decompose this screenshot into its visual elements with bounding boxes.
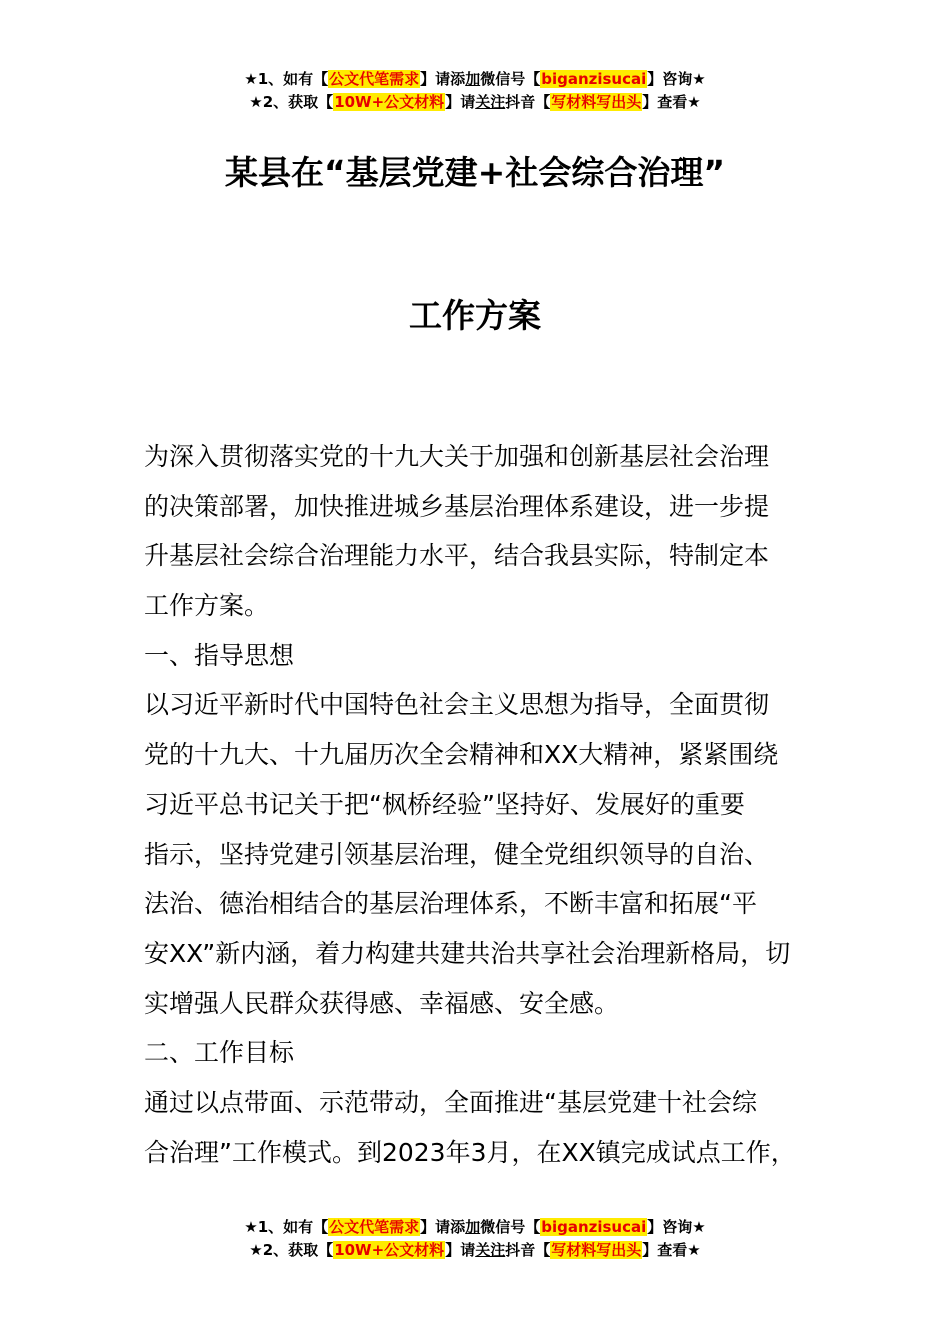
body-line: 的决策部署，加快推进城乡基层治理体系建设，进一步提: [144, 491, 770, 521]
banner-line-1: [0, 1216, 950, 1239]
banner-highlight: biganzisucai: [541, 70, 647, 88]
banner-text: ★1、如有【: [244, 70, 329, 88]
banner-text: 微信号【: [480, 70, 541, 88]
banner-text: 】查看★: [642, 1241, 701, 1259]
banner-text: ★1、如有【: [244, 1218, 329, 1236]
body-line: 合治理”工作模式。到2023年3月，在XX镇完成试点工作，: [144, 1137, 796, 1167]
banner-text: ★2、获取【: [249, 93, 334, 111]
banner-highlight: 10W+公文材料: [334, 93, 445, 111]
banner-emphasis: 加: [465, 70, 481, 88]
banner-highlight: 10W+公文材料: [334, 1241, 445, 1259]
banner-text: 】请: [445, 93, 476, 111]
body-line: 为深入贯彻落实党的十九大关于加强和创新基层社会治理: [144, 442, 770, 471]
body-line: 习近平总书记关于把“枫桥经验”坚持好、发展好的重要: [144, 789, 745, 819]
banner-line-2: [0, 1239, 950, 1262]
banner-text: 】请: [445, 1241, 476, 1259]
body-line: 安XX”新内涵，着力构建共建共治共享社会治理新格局，切: [144, 938, 791, 968]
banner-text: 抖音【: [505, 93, 551, 111]
document-body: [144, 432, 812, 1177]
banner-highlight: 写材料写出头: [551, 1241, 642, 1259]
banner-text: 】咨询★: [647, 70, 706, 88]
banner-highlight: 公文代笔需求: [329, 1218, 420, 1236]
banner-highlight: biganzisucai: [541, 1218, 647, 1236]
banner-line-2: [0, 91, 950, 114]
header-banner: [0, 68, 950, 114]
banner-text: 抖音【: [505, 1241, 551, 1259]
body-line: 指示，坚持党建引领基层治理，健全党组织领导的自治、: [144, 839, 770, 869]
banner-text: 】请添: [420, 70, 466, 88]
banner-highlight: 公文代笔需求: [329, 70, 420, 88]
body-line: 通过以点带面、示范带动，全面推进“基层党建十社会综: [144, 1087, 757, 1117]
banner-text: 】咨询★: [647, 1218, 706, 1236]
body-line: 升基层社会综合治理能力水平，结合我县实际，特制定本: [144, 541, 770, 571]
banner-emphasis: 加: [465, 1218, 481, 1236]
banner-text: ★2、获取【: [249, 1241, 334, 1259]
body-line: 工作方案。: [144, 591, 270, 621]
document-title-line-2: 工作方案: [409, 296, 541, 335]
body-line: 实增强人民群众获得感、幸福感、安全感。: [144, 988, 620, 1018]
body-line: 党的十九大、十九届历次全会精神和XX大精神，紧紧围绕: [144, 740, 779, 770]
section-heading: 一、指导思想: [144, 640, 295, 670]
banner-highlight: 写材料写出头: [551, 93, 642, 111]
footer-banner: [0, 1216, 950, 1262]
banner-emphasis: 关注: [475, 93, 506, 111]
banner-emphasis: 关注: [475, 1241, 506, 1259]
banner-text: 微信号【: [480, 1218, 541, 1236]
banner-line-1: [0, 68, 950, 91]
section-heading: 二、工作目标: [144, 1038, 295, 1068]
body-line: 以习近平新时代中国特色社会主义思想为指导，全面贯彻: [144, 690, 770, 720]
banner-text: 】查看★: [642, 93, 701, 111]
body-line: 法治、德治相结合的基层治理体系，不断丰富和拓展“平: [144, 889, 757, 919]
banner-text: 】请添: [420, 1218, 466, 1236]
document-title: 某县在“基层党建+社会综合治理”: [224, 153, 726, 192]
